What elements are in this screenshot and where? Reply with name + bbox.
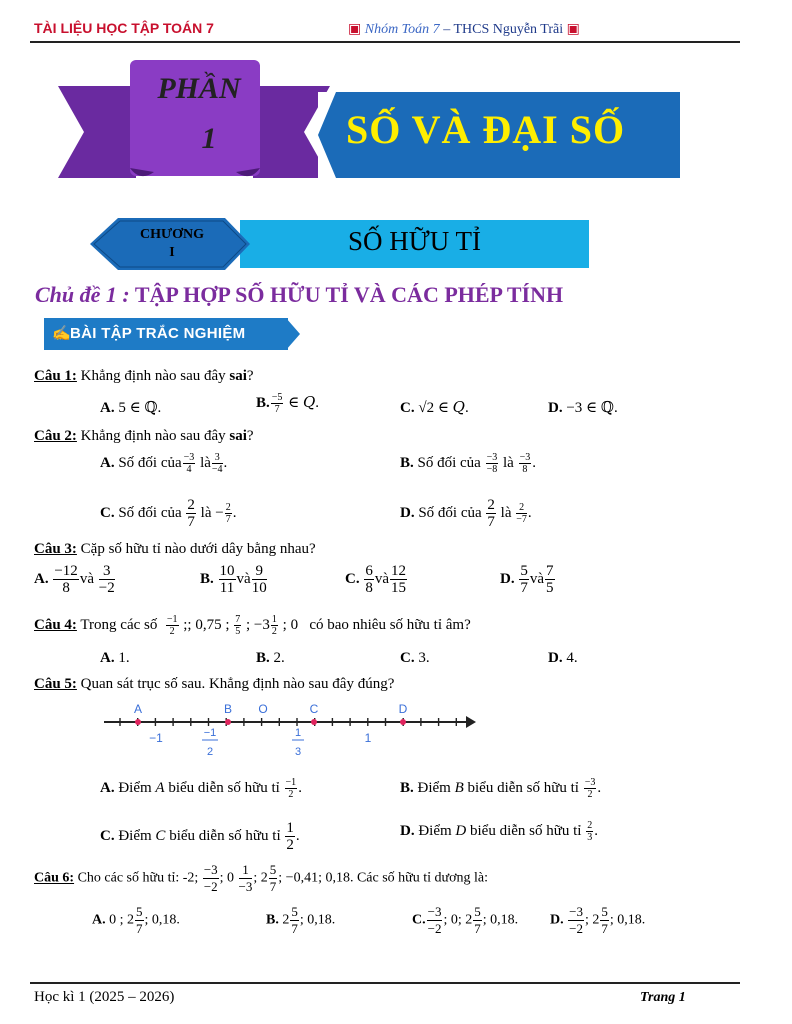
number-line-point — [225, 719, 231, 725]
topic-heading — [35, 282, 563, 308]
question-label: Câu 5: — [34, 676, 77, 692]
question-text: Khẳng định nào sau đây — [80, 368, 226, 384]
question-5 — [34, 676, 394, 693]
option-text: Số đối của — [118, 504, 182, 521]
section-label: BÀI TẬP TRẮC NGHIỆM — [70, 325, 246, 342]
question-6: Câu 6: Cho các số hữu tỉ: -2; $\frac{-3}{-2}$ ; 0 $\frac{1}{-3}$ ; 2 $\frac{5}{7}$ ; −0,41; 0,18. Các số hữu tỉ dương là: — [34, 862, 489, 894]
question-end: ? — [246, 428, 254, 444]
option-text: biểu diễn số hữu tỉ — [467, 779, 579, 796]
option-text: biểu diễn số hữu tỉ — [470, 822, 582, 839]
topic-prefix: Chủ đề 1 : — [35, 282, 130, 307]
header-school: THCS Nguyễn Trãi — [453, 22, 564, 37]
question-label: Câu 1: — [34, 368, 77, 384]
option-text: 2. — [273, 650, 285, 666]
question-emphasis: sai — [229, 428, 247, 444]
part-word: PHẦN — [157, 72, 241, 105]
option-text: √2 ∈ 𝑄. — [418, 400, 469, 416]
question-text: Khẳng định nào sau đây — [80, 428, 226, 444]
svg-text:−1: −1 — [203, 727, 217, 739]
part-number: 1 — [201, 122, 217, 155]
option-text: Điểm — [118, 779, 152, 796]
option-text: ∈ 𝑄. — [288, 394, 320, 411]
option-text: và — [236, 570, 251, 587]
svg-text:1: 1 — [294, 727, 302, 739]
title-notch — [318, 92, 336, 178]
section-label-bar — [44, 318, 288, 350]
question-1 — [34, 368, 254, 385]
option-text: 4. — [566, 650, 578, 666]
header-right — [348, 21, 580, 38]
question-text: Cho các số hữu tỉ: -2; — [77, 870, 199, 886]
q6-option-a[interactable]: A. 0 ; 2 $\frac{5}{7}$ ; 0,18. — [92, 904, 180, 936]
option-text: Số đối của — [418, 504, 482, 521]
option-text: Điểm — [118, 827, 152, 844]
point-label-a: A — [133, 702, 143, 716]
q3-option-c[interactable]: C. $\frac{6}{8}$ và $\frac{12}{15}$ — [345, 563, 407, 596]
tick-label-one: 1 — [364, 731, 372, 745]
option-text: và — [374, 570, 390, 587]
q5-option-d[interactable]: D. Điểm D biểu diễn số hữu tỉ $\frac{2}{3}$ . — [400, 820, 598, 843]
page-number: Trang 1 — [640, 990, 686, 1005]
question-text: . Các số hữu tỉ dương là: — [349, 870, 489, 886]
number-line-point — [400, 719, 406, 725]
q6-option-d[interactable]: D. $\frac{-3}{-2}$ ; 2 $\frac{5}{7}$ ; 0,18. — [550, 904, 646, 936]
header-title: TÀI LIỆU HỌC TẬP TOÁN 7 — [34, 20, 214, 36]
point-label-o: O — [258, 702, 268, 716]
q2-option-a[interactable]: A. Số đối của $\frac{-3}{4}$ là $\frac{3}{-4}$ . — [100, 452, 228, 475]
header-dash: – — [443, 22, 451, 37]
option-text: là — [200, 504, 212, 521]
axis-arrow — [466, 716, 476, 728]
q6-option-b[interactable]: B. 2 $\frac{5}{7}$ ; 0,18. — [266, 904, 336, 936]
chapter-bar — [240, 220, 589, 268]
footer-divider — [30, 982, 740, 984]
q5-option-a[interactable]: A. Điểm A biểu diễn số hữu tỉ $\frac{-1}{2}$ . — [100, 777, 302, 800]
q1-option-d[interactable]: D. −3 ∈ ℚ. — [548, 400, 618, 416]
q4-option-c[interactable]: C. 3. — [400, 650, 430, 666]
question-3 — [34, 541, 316, 558]
book-icon: ▣ — [566, 22, 580, 37]
option-text: Số đối của — [417, 454, 481, 471]
q3-option-d[interactable]: D. $\frac{5}{7}$ và $\frac{7}{5}$ — [500, 563, 554, 596]
question-text: Cặp số hữu tỉ nào dưới dây bằng nhau? — [80, 541, 316, 557]
svg-text:3: 3 — [294, 746, 302, 758]
question-text: có bao nhiêu số hữu tỉ âm? — [309, 616, 471, 633]
chapter-label — [118, 226, 226, 262]
svg-text:2: 2 — [206, 746, 214, 758]
point-label-c: C — [309, 702, 319, 716]
question-label: Câu 6: — [34, 870, 75, 886]
point-label-d: D — [398, 702, 408, 716]
option-text: 1. — [118, 650, 130, 666]
part-title-box — [318, 92, 680, 178]
section-label-arrow — [286, 318, 302, 350]
question-label: Câu 3: — [34, 541, 77, 557]
number-line-point — [135, 719, 141, 725]
header-group: Nhóm Toán 7 — [364, 22, 440, 37]
number-line — [100, 700, 480, 766]
question-label: Câu 2: — [34, 428, 77, 444]
question-label: Câu 4: — [34, 616, 77, 633]
q4-option-b[interactable]: B. 2. — [256, 650, 285, 666]
option-text: 3. — [418, 650, 430, 666]
question-text: ; 0,75 ; — [187, 616, 230, 633]
q5-option-c[interactable]: C. Điểm C biểu diễn số hữu tỉ $\frac{1}{2}$ . — [100, 820, 300, 853]
option-text: biểu diễn số hữu tỉ — [169, 827, 281, 844]
book-icon: ▣ — [348, 22, 362, 37]
q1-option-c[interactable]: C. √2 ∈ 𝑄. — [400, 400, 469, 416]
option-text: −3 ∈ ℚ. — [566, 400, 618, 416]
part-title: SỐ VÀ ĐẠI SỐ — [346, 107, 626, 152]
q2-option-b[interactable]: B. Số đối của $\frac{-3}{-8}$ là $\frac{-3}{8}$ . — [400, 452, 536, 475]
q4-option-d[interactable]: D. 4. — [548, 650, 578, 666]
question-text: Quan sát trục số sau. Khẳng định nào sau đây đúng? — [80, 676, 395, 692]
option-text: và — [529, 570, 545, 587]
question-text: Trong các số — [80, 616, 158, 633]
q5-option-b[interactable]: B. Điểm B biểu diễn số hữu tỉ $\frac{-3}{2}$ . — [400, 777, 602, 800]
q6-option-c[interactable]: C. $\frac{-3}{-2}$ ; 0; 2 $\frac{5}{7}$ ; 0,18. — [412, 904, 519, 936]
number-line-point — [311, 719, 317, 725]
option-text: là — [200, 454, 211, 471]
option-text: Điểm — [417, 779, 451, 796]
question-end: ? — [246, 368, 254, 384]
chapter-label-number: I — [169, 245, 175, 260]
option-text: Điểm — [418, 822, 452, 839]
q1-option-b[interactable]: B. $\frac{-5}{7}$ ∈ 𝑄. — [256, 392, 320, 415]
footer-term: Học kì 1 (2025 – 2026) — [34, 989, 175, 1005]
option-text: và — [79, 570, 94, 587]
q4-option-a[interactable]: A. 1. — [100, 650, 130, 666]
q3-option-b[interactable]: B. $\frac{10}{11}$ và $\frac{9}{10}$ — [200, 563, 267, 596]
question-4: Câu 4: Trong các số $\frac{-1}{2}$ ;; 0,75 ; $\frac{7}{5}$ ; −3 $\frac{1}{2}$ ; 0 có bao nhiêu số hữu tỉ âm? — [34, 614, 471, 637]
topic-title: TẬP HỢP SỐ HỮU TỈ VÀ CÁC PHÉP TÍNH — [134, 282, 564, 307]
chapter-title: SỐ HỮU TỈ — [348, 226, 481, 256]
question-2 — [34, 428, 254, 445]
tick-label-minus-one: −1 — [149, 731, 163, 745]
question-emphasis: sai — [229, 368, 247, 384]
option-text: biểu diễn số hữu tỉ — [168, 779, 280, 796]
point-label-b: B — [223, 702, 233, 716]
option-text: là — [500, 504, 512, 521]
q2-option-d[interactable]: D. Số đối của $\frac{2}{7}$ là $\frac{2}{-7}$ . — [400, 497, 532, 530]
q2-option-c[interactable]: C. Số đối của $\frac{2}{7}$ là − $\frac{2}{7}$ . — [100, 497, 237, 530]
header-divider — [30, 41, 740, 43]
pencil-icon: ✍ — [52, 326, 71, 342]
option-text: Số đối của — [118, 454, 182, 471]
option-text: 5 ∈ ℚ. — [118, 400, 162, 416]
q1-option-a[interactable]: A. 5 ∈ ℚ. — [100, 400, 162, 416]
chapter-label-word: CHƯƠNG — [139, 227, 205, 242]
option-text: là — [502, 454, 514, 471]
q3-option-a[interactable]: A. $\frac{-12}{8}$ và $\frac{3}{-2}$ — [34, 563, 115, 596]
